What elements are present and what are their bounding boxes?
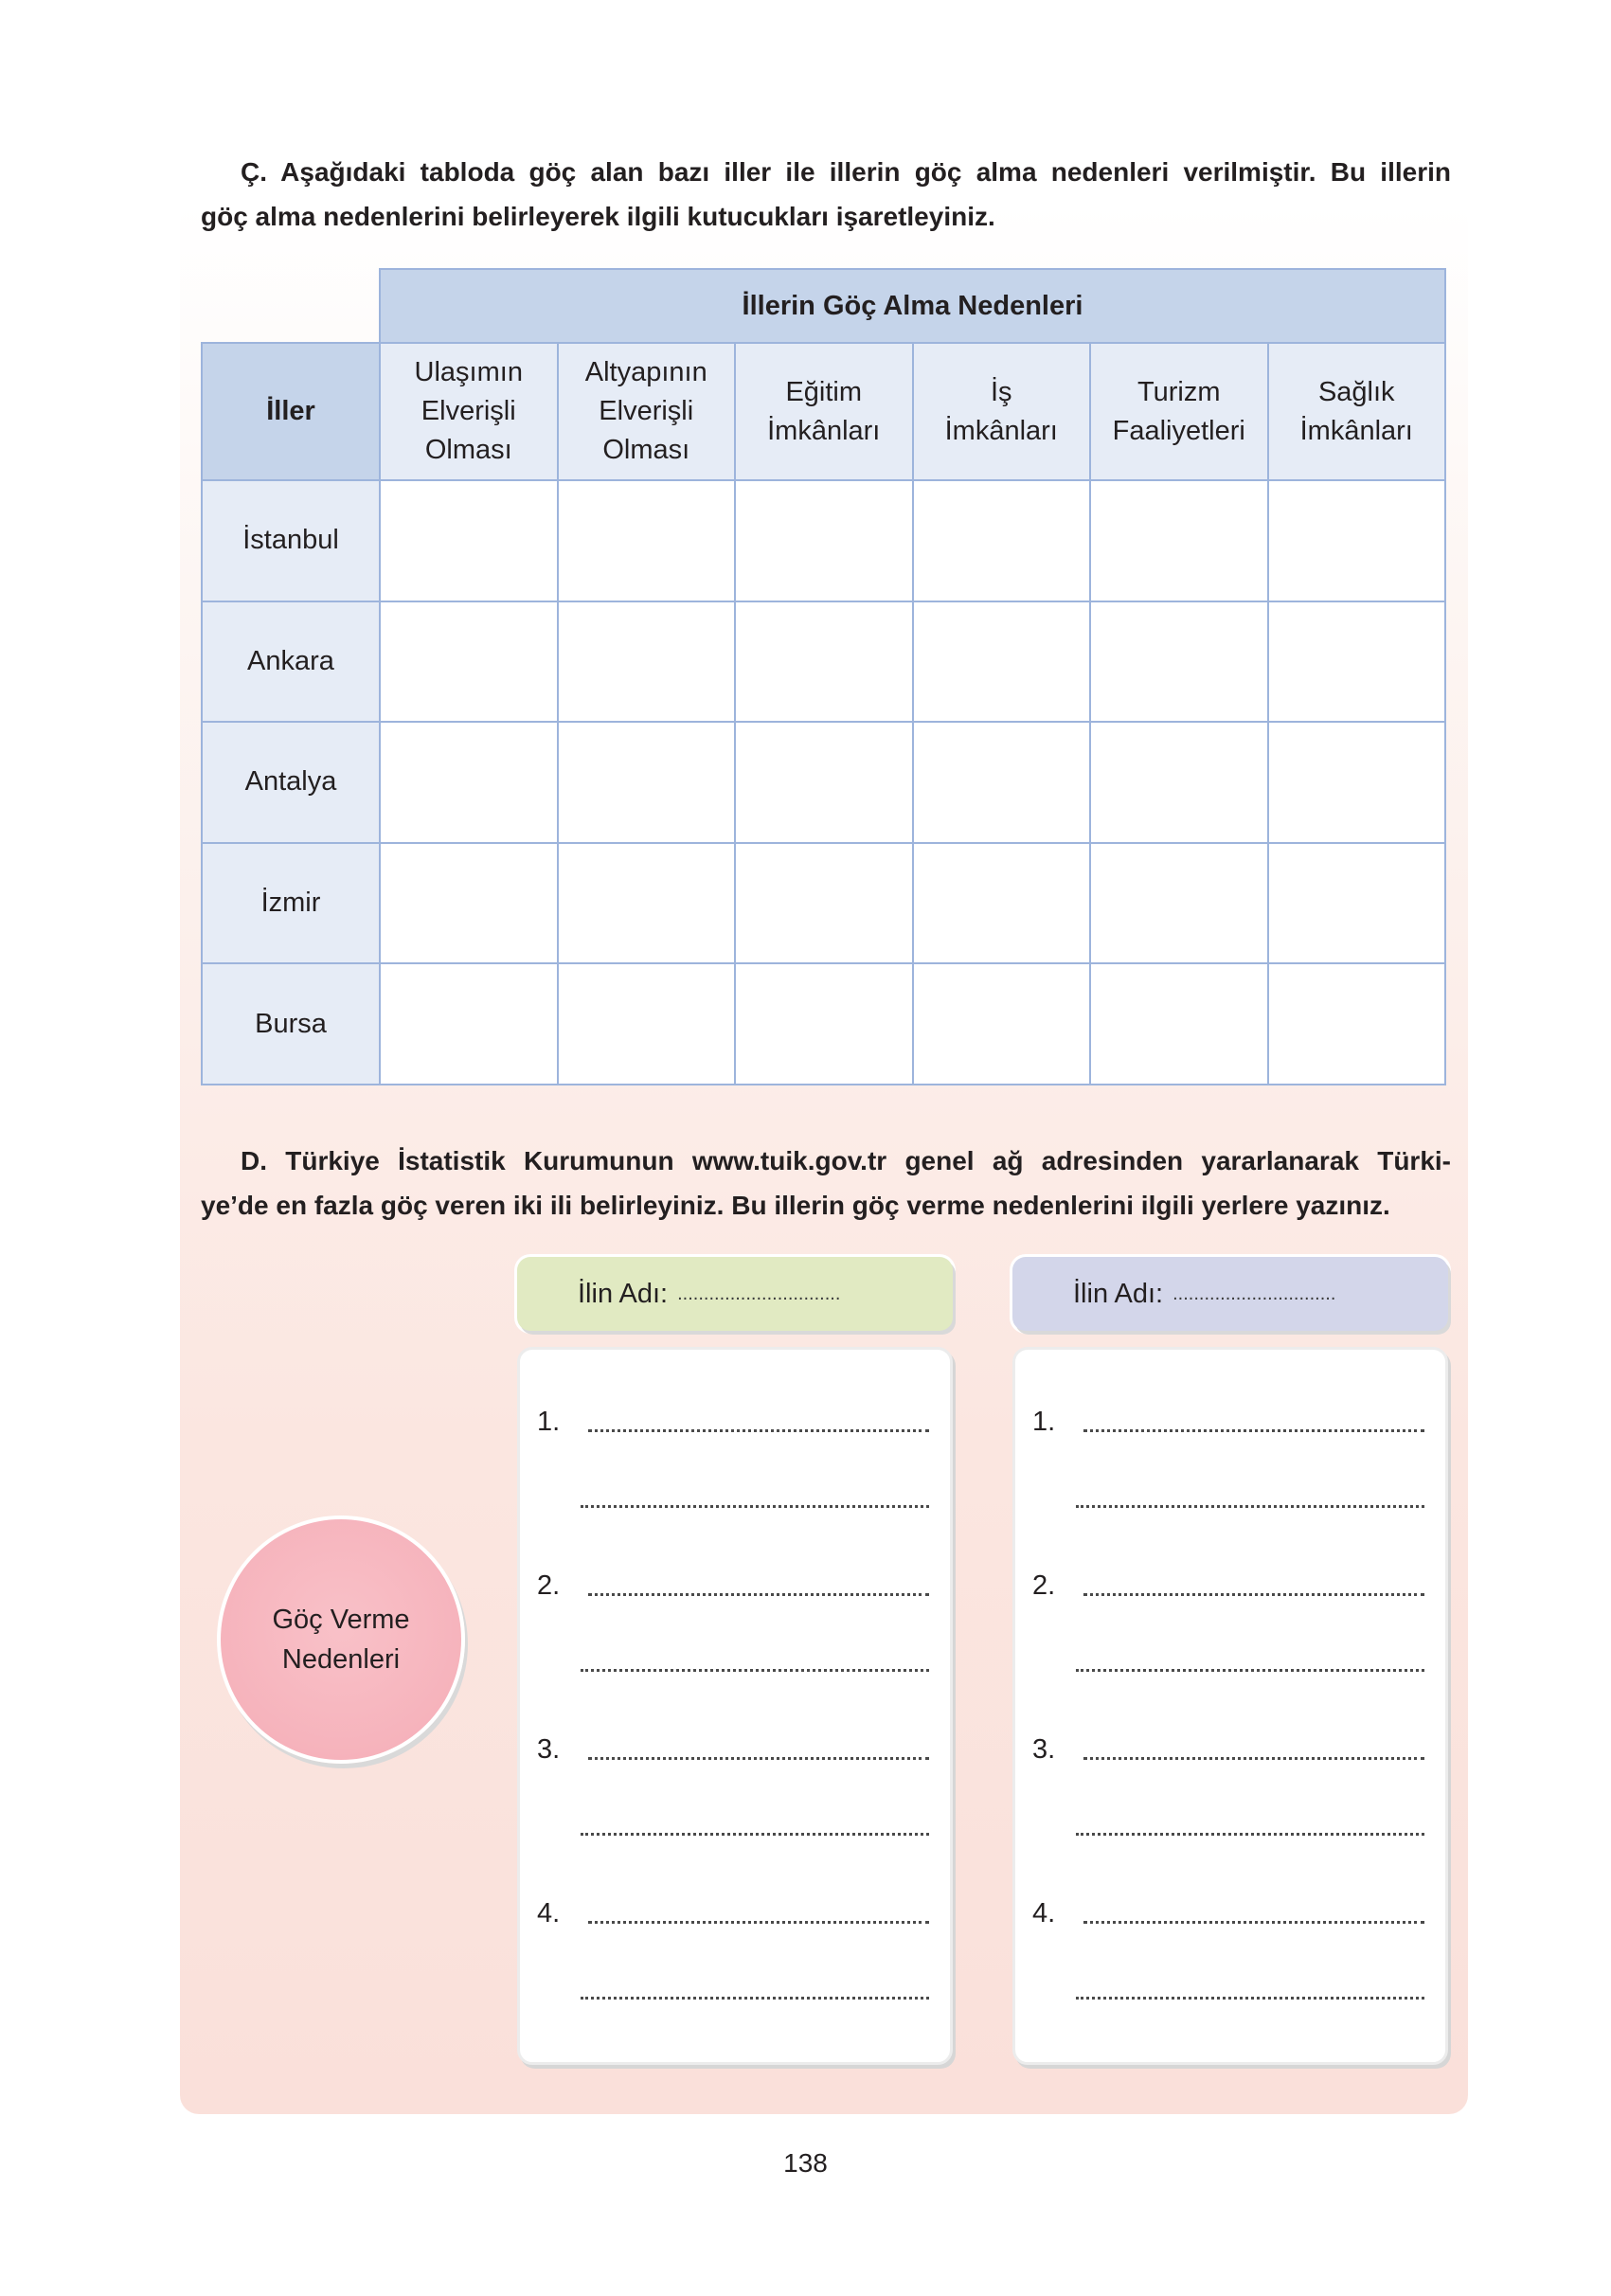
reason-item-number: 3. xyxy=(1032,1734,1056,1765)
column-header-line: İş xyxy=(990,376,1012,407)
checkbox-cell[interactable] xyxy=(912,601,1092,724)
reason-item-number: 3. xyxy=(537,1734,561,1765)
city-name-field-2[interactable] xyxy=(1012,1257,1448,1331)
checkbox-cell[interactable] xyxy=(1267,962,1447,1085)
answer-line[interactable] xyxy=(588,1429,929,1432)
checkbox-cell[interactable] xyxy=(1089,962,1269,1085)
city-name: Ankara xyxy=(247,645,334,676)
answer-line[interactable] xyxy=(588,1757,929,1760)
row-header-city xyxy=(201,721,381,844)
checkbox-cell[interactable] xyxy=(1089,479,1269,602)
column-header-line: Olması xyxy=(424,435,512,465)
answer-line[interactable] xyxy=(588,1921,929,1924)
city-name: İzmir xyxy=(260,888,321,919)
row-header-city xyxy=(201,842,381,965)
column-header-cities xyxy=(201,342,381,481)
city-name-label: İlin Adı: xyxy=(1073,1278,1164,1309)
checkbox-cell[interactable] xyxy=(1267,601,1447,724)
section-d-instructions xyxy=(201,1139,1451,1228)
column-header-line: İmkânları xyxy=(767,415,881,446)
checkbox-cell[interactable] xyxy=(1267,479,1447,602)
column-header-line: Faaliyetleri xyxy=(1112,415,1245,446)
circle-label-line-2: Nedenleri xyxy=(281,1644,401,1675)
checkbox-cell[interactable] xyxy=(557,721,737,844)
circle-label-line-1: Göç Verme xyxy=(272,1605,410,1635)
page-number: 138 xyxy=(783,2148,828,2178)
table-title-text: İllerin Göç Alma Nedenleri xyxy=(742,290,1083,321)
table-title xyxy=(379,268,1446,344)
column-header xyxy=(379,342,559,481)
column-header-line: Elverişli xyxy=(599,396,694,426)
checkbox-cell[interactable] xyxy=(734,962,914,1085)
column-header xyxy=(912,342,1092,481)
checkbox-cell[interactable] xyxy=(1267,721,1447,844)
checkbox-cell[interactable] xyxy=(1089,721,1269,844)
row-header-city xyxy=(201,479,381,602)
checkbox-cell[interactable] xyxy=(379,601,559,724)
checkbox-cell[interactable] xyxy=(734,601,914,724)
reasons-list-city-1 xyxy=(517,1347,953,2065)
answer-line[interactable] xyxy=(1076,1997,1424,2000)
city-name: İstanbul xyxy=(242,525,339,556)
checkbox-cell[interactable] xyxy=(557,601,737,724)
checkbox-cell[interactable] xyxy=(912,842,1092,965)
checkbox-cell[interactable] xyxy=(734,842,914,965)
answer-line[interactable] xyxy=(1083,1921,1424,1924)
checkbox-cell[interactable] xyxy=(379,721,559,844)
checkbox-cell[interactable] xyxy=(379,479,559,602)
section-c-instructions xyxy=(201,150,1451,239)
city-name: Bursa xyxy=(255,1008,327,1039)
column-header-line: İmkânları xyxy=(1299,415,1413,446)
answer-line[interactable] xyxy=(581,1505,929,1508)
column-header xyxy=(557,342,737,481)
section-d-line-2: ye’de en fazla göç veren iki ili belirleyiniz. Bu illerin göç verme nedenlerini ilgili yerlere yazınız. xyxy=(201,1191,1390,1220)
checkbox-cell[interactable] xyxy=(912,721,1092,844)
checkbox-cell[interactable] xyxy=(1089,601,1269,724)
row-header-city xyxy=(201,601,381,724)
column-header-cities-text: İller xyxy=(266,396,315,426)
column-header-line: Altyapının xyxy=(584,357,707,387)
reason-item-number: 2. xyxy=(1032,1570,1056,1601)
answer-line[interactable] xyxy=(581,1833,929,1836)
reason-item-number: 2. xyxy=(537,1570,561,1601)
answer-line[interactable] xyxy=(1083,1429,1424,1432)
migration-causes-circle xyxy=(217,1516,465,1764)
answer-line[interactable] xyxy=(1076,1833,1424,1836)
city-name-label: İlin Adı: xyxy=(578,1278,669,1309)
reason-item-number: 4. xyxy=(1032,1898,1056,1928)
answer-line[interactable] xyxy=(581,1997,929,2000)
reason-item-number: 1. xyxy=(1032,1407,1056,1437)
answer-line[interactable] xyxy=(1076,1669,1424,1672)
answer-line[interactable] xyxy=(1083,1593,1424,1596)
answer-line[interactable] xyxy=(588,1593,929,1596)
checkbox-cell[interactable] xyxy=(379,842,559,965)
column-header-line: İmkânları xyxy=(944,415,1058,446)
answer-line[interactable] xyxy=(1083,1757,1424,1760)
city-name-field-1[interactable] xyxy=(517,1257,953,1331)
column-header-line: Sağlık xyxy=(1317,376,1395,407)
section-c-line-2: göç alma nedenlerini belirleyerek ilgili kutucukları işaretleyiniz. xyxy=(201,202,995,231)
column-header-line: Eğitim xyxy=(785,376,863,407)
reason-item-number: 1. xyxy=(537,1407,561,1437)
checkbox-cell[interactable] xyxy=(379,962,559,1085)
column-header xyxy=(1089,342,1269,481)
answer-line[interactable] xyxy=(1076,1505,1424,1508)
row-header-city xyxy=(201,962,381,1085)
checkbox-cell[interactable] xyxy=(557,962,737,1085)
checkbox-cell[interactable] xyxy=(912,479,1092,602)
column-header-line: Turizm xyxy=(1137,376,1221,407)
section-c-line-1: Ç. Aşağıdaki tabloda göç alan bazı iller ile illerin göç alma nedenleri verilmiştir. Bu illerin xyxy=(241,157,1451,187)
checkbox-cell[interactable] xyxy=(734,721,914,844)
checkbox-cell[interactable] xyxy=(734,479,914,602)
checkbox-cell[interactable] xyxy=(912,962,1092,1085)
city-name-blank: ............................... xyxy=(677,1283,841,1304)
answer-line[interactable] xyxy=(581,1669,929,1672)
checkbox-cell[interactable] xyxy=(557,479,737,602)
column-header xyxy=(734,342,914,481)
checkbox-cell[interactable] xyxy=(557,842,737,965)
reason-item-number: 4. xyxy=(537,1898,561,1928)
column-header-line: Elverişli xyxy=(421,396,516,426)
column-header-line: Ulaşımın xyxy=(414,357,523,387)
reasons-list-city-2 xyxy=(1012,1347,1448,2065)
section-d-line-1: D. Türkiye İstatistik Kurumunun www.tuik.gov.tr genel ağ adresinden yararlanarak Türki- xyxy=(241,1146,1451,1175)
checkbox-cell[interactable] xyxy=(1267,842,1447,965)
checkbox-cell[interactable] xyxy=(1089,842,1269,965)
city-name-blank: ............................... xyxy=(1172,1283,1336,1304)
column-header-line: Olması xyxy=(602,435,690,465)
column-header xyxy=(1267,342,1447,481)
city-name: Antalya xyxy=(244,766,337,798)
